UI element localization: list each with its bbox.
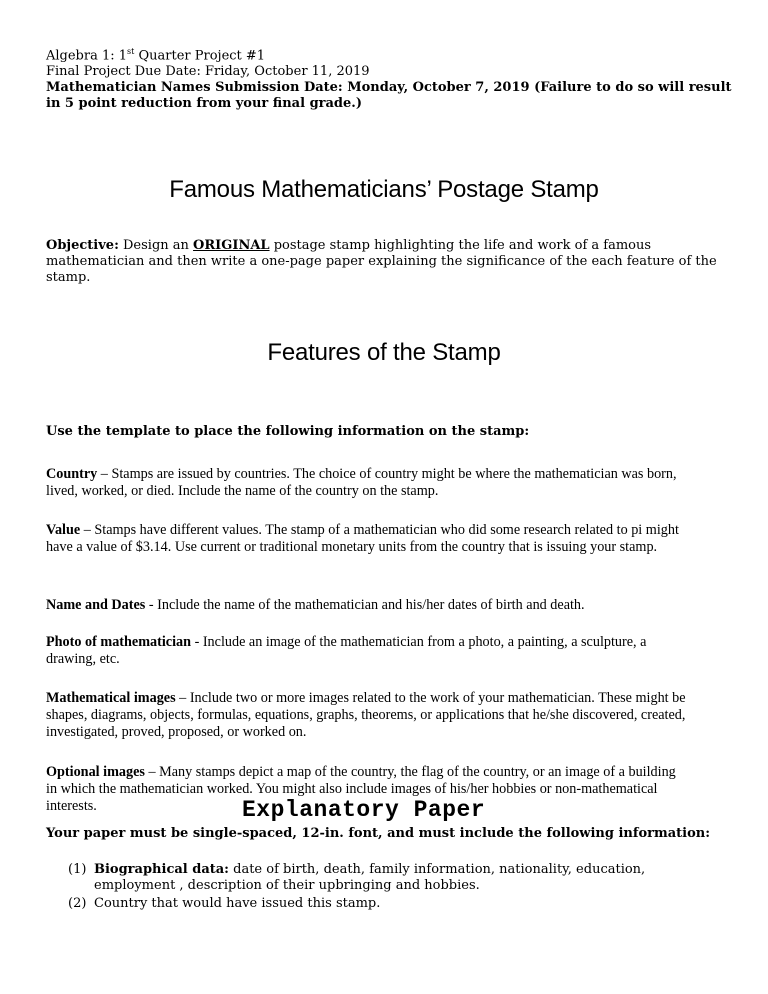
feature-value bbox=[46, 522, 686, 556]
feature-term: Optional images bbox=[46, 764, 145, 780]
feature-term: Photo of mathematician bbox=[46, 634, 192, 650]
feature-text: – Include two or more images related to the work of your mathematician. These might be shapes, diagrams, objects, formulas, equations, graphs, theorems, or applications that he/she discovered, created, investigated, proved, proposed, or worked on. bbox=[46, 690, 686, 740]
features-title: Features of the Stamp bbox=[267, 339, 501, 366]
objective-post: postage stamp highlighting the life and work of a famous mathematician and then write a one-page paper explaining the significance of the each feature of the stamp. bbox=[46, 238, 717, 285]
feature-country bbox=[46, 466, 686, 500]
requirements-list bbox=[68, 862, 728, 914]
feature-text: – Stamps are issued by countries. The choice of country might be where the mathematician was born, lived, worked, or died. Include the name of the country on the stamp. bbox=[46, 466, 677, 499]
objective-label: Objective: bbox=[46, 238, 119, 253]
submission-date-text: Mathematician Names Submission Date: Monday, October 7, 2019 (Failure to do so will result in 5 point reduction from your final grade.) bbox=[46, 80, 732, 112]
submission-date-line bbox=[46, 80, 736, 112]
feature-text: – Stamps have different values. The stamp of a mathematician who did some research related to pi might have a value of $3.14. Use current or traditional monetary units from the country that is issuing your stamp. bbox=[46, 522, 679, 555]
feature-term: Name and Dates bbox=[46, 597, 146, 613]
list-number: (2) bbox=[68, 896, 87, 911]
list-item bbox=[68, 862, 728, 894]
objective-paragraph bbox=[46, 238, 726, 286]
feature-term: Mathematical images bbox=[46, 690, 176, 706]
course-line-sup: st bbox=[127, 47, 135, 56]
feature-name-dates bbox=[46, 597, 686, 614]
feature-math-images bbox=[46, 690, 686, 741]
feature-term: Value bbox=[46, 522, 81, 538]
course-line bbox=[46, 44, 736, 64]
objective-pre: Design an bbox=[118, 238, 194, 253]
instruction-text: Use the template to place the following information on the stamp: bbox=[46, 424, 530, 439]
header-block bbox=[46, 44, 736, 112]
course-line-suffix: Quarter Project #1 bbox=[134, 48, 266, 64]
list-item-label: Biographical data: bbox=[94, 862, 229, 877]
feature-text: – Many stamps depict a map of the country, the flag of the country, or an image of a building in which the mathematician worked. You might also include images of his/her hobbies or non-mathematical interests. bbox=[46, 764, 676, 814]
page-title: Famous Mathematicians’ Postage Stamp bbox=[169, 176, 599, 203]
feature-text: - Include an image of the mathematician from a photo, a painting, a sculpture, a drawing, etc. bbox=[46, 634, 647, 667]
feature-term: Country bbox=[46, 466, 98, 482]
list-item bbox=[68, 896, 728, 912]
course-line-prefix: Algebra 1: 1 bbox=[46, 48, 128, 64]
objective-emphasis: ORIGINAL bbox=[193, 238, 270, 253]
list-item-text: date of birth, death, family information, nationality, education, employment , description of their upbringing and hobbies. bbox=[94, 862, 646, 893]
list-number: (1) bbox=[68, 862, 87, 877]
requirements-text: Your paper must be single-spaced, 12-in. font, and must include the following information: bbox=[46, 826, 711, 841]
feature-photo bbox=[46, 634, 686, 668]
due-date-line: Final Project Due Date: Friday, October 11, 2019 bbox=[46, 64, 370, 80]
feature-text: - Include the name of the mathematician and his/her dates of birth and death. bbox=[145, 597, 585, 613]
explanatory-paper-title: Explanatory Paper bbox=[242, 797, 486, 823]
list-item-text: Country that would have issued this stamp. bbox=[94, 896, 381, 911]
